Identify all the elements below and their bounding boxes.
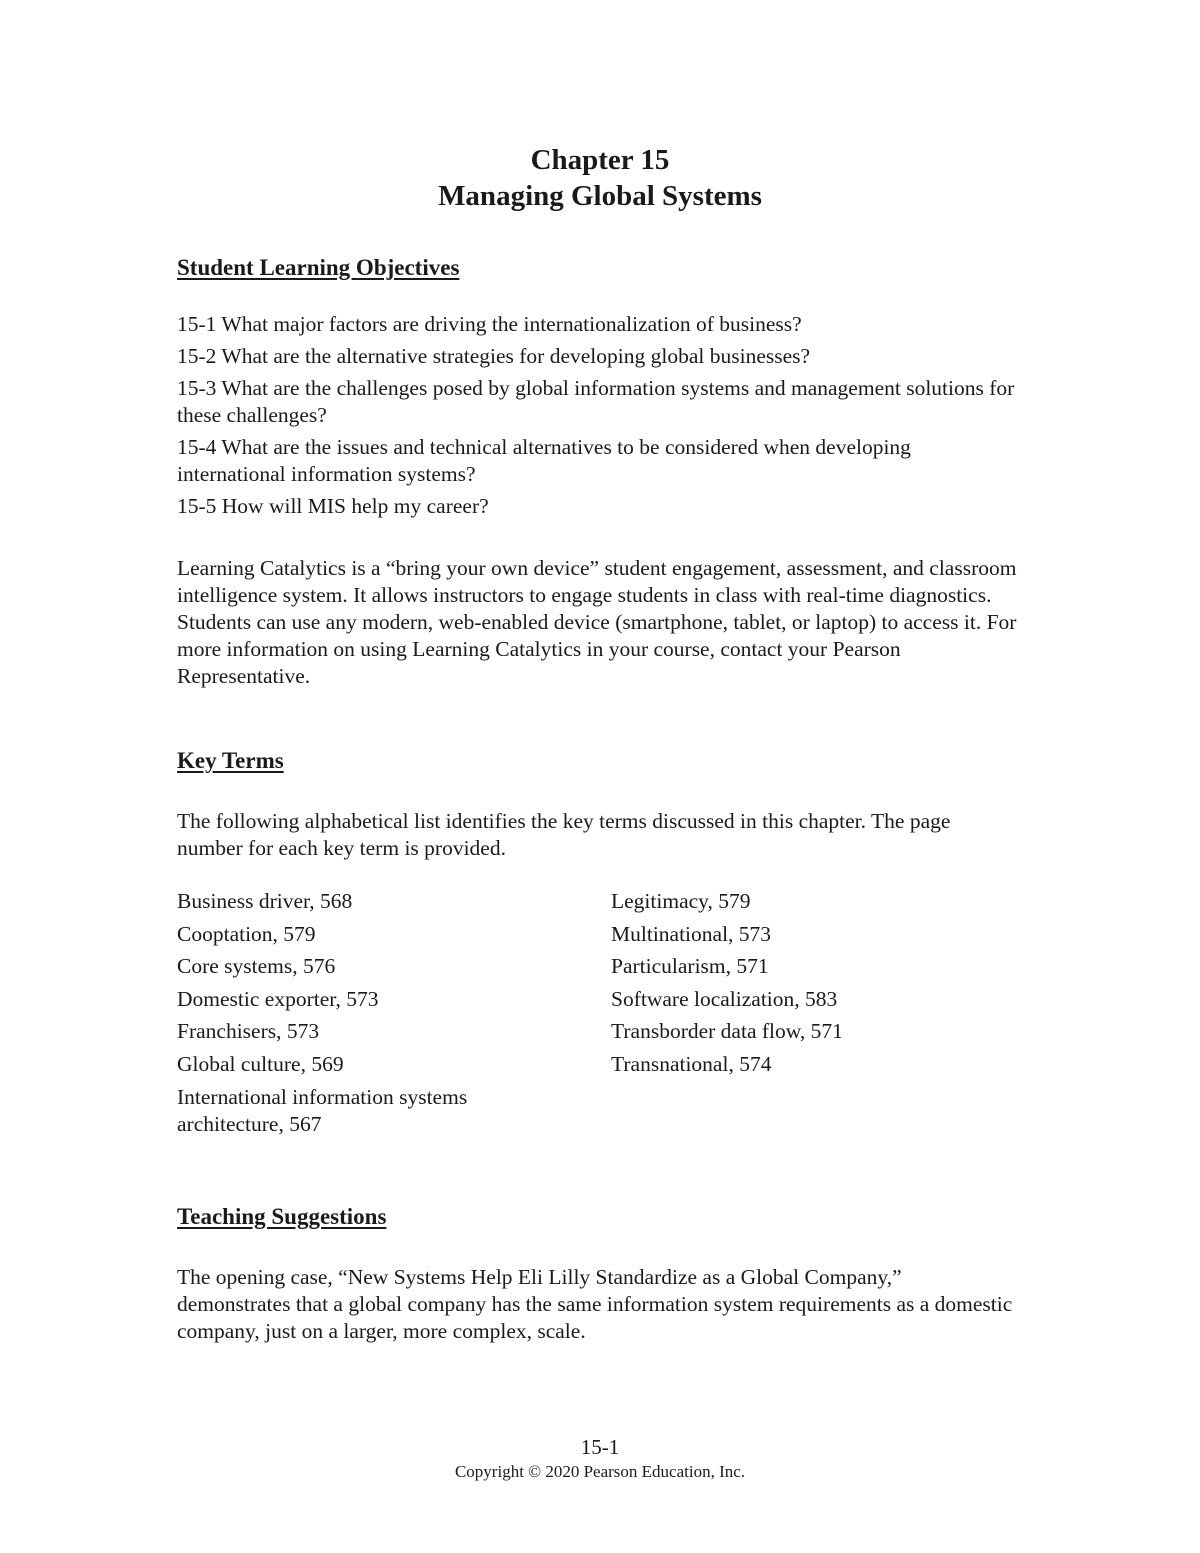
teaching-suggestions-paragraph: The opening case, “New Systems Help Eli Lilly Standardize as a Global Company,” demonstrates that a global company has the same information system requirements as a domestic company, just on a larger, more complex, scale. xyxy=(177,1265,1013,1343)
teaching-suggestions-heading: Teaching Suggestions xyxy=(177,1204,387,1229)
objective-item: 15-2 What are the alternative strategies for developing global businesses? xyxy=(177,344,811,368)
key-term: Global culture, 569 xyxy=(177,1051,344,1076)
key-term: Multinational, 573 xyxy=(611,921,772,946)
learning-catalytics-paragraph: Learning Catalytics is a “bring your own device” student engagement, assessment, and classroom intelligence system. It allows instructors to engage students in class with real-time diagnostics. Students can use any modern, web-enabled device (smartphone, tablet, or laptop) to access it. For more information on using Learning Catalytics in your course, contact your Pearson Representative. xyxy=(177,556,1017,688)
key-term: Particularism, 571 xyxy=(611,954,769,979)
key-term: Business driver, 568 xyxy=(177,889,353,913)
key-term: Legitimacy, 579 xyxy=(611,889,751,913)
page-number: 15-1 xyxy=(580,1435,620,1459)
key-term: Core systems, 576 xyxy=(177,954,336,979)
objectives-list xyxy=(177,311,1017,525)
key-terms-heading: Key Terms xyxy=(177,748,284,773)
objective-item: 15-1 What major factors are driving the internationalization of business? xyxy=(177,312,802,336)
key-term: Franchisers, 573 xyxy=(177,1019,320,1044)
key-term: Cooptation, 579 xyxy=(177,921,316,946)
key-terms-intro: The following alphabetical list identifies the key terms discussed in this chapter. The page number for each key term is provided. xyxy=(177,809,951,860)
key-term: Software localization, 583 xyxy=(611,986,838,1011)
key-terms-left-column xyxy=(177,888,537,1143)
key-term: Domestic exporter, 573 xyxy=(177,986,379,1011)
objective-item: 15-3 What are the challenges posed by global information systems and management solutions for these challenges? xyxy=(177,376,1015,427)
chapter-number: Chapter 15 xyxy=(530,144,670,176)
key-term: Transborder data flow, 571 xyxy=(611,1019,843,1044)
key-term: International information systems architecture, 567 xyxy=(177,1084,468,1136)
objectives-heading: Student Learning Objectives xyxy=(177,255,460,280)
key-term: Transnational, 574 xyxy=(611,1051,772,1076)
chapter-title-block xyxy=(0,142,1200,214)
chapter-title: Managing Global Systems xyxy=(438,180,762,212)
objective-item: 15-5 How will MIS help my career? xyxy=(177,494,489,518)
key-terms-right-column xyxy=(611,888,1011,1084)
copyright-notice: Copyright © 2020 Pearson Education, Inc. xyxy=(454,1462,746,1481)
objective-item: 15-4 What are the issues and technical alternatives to be considered when developing international information systems? xyxy=(177,435,911,486)
